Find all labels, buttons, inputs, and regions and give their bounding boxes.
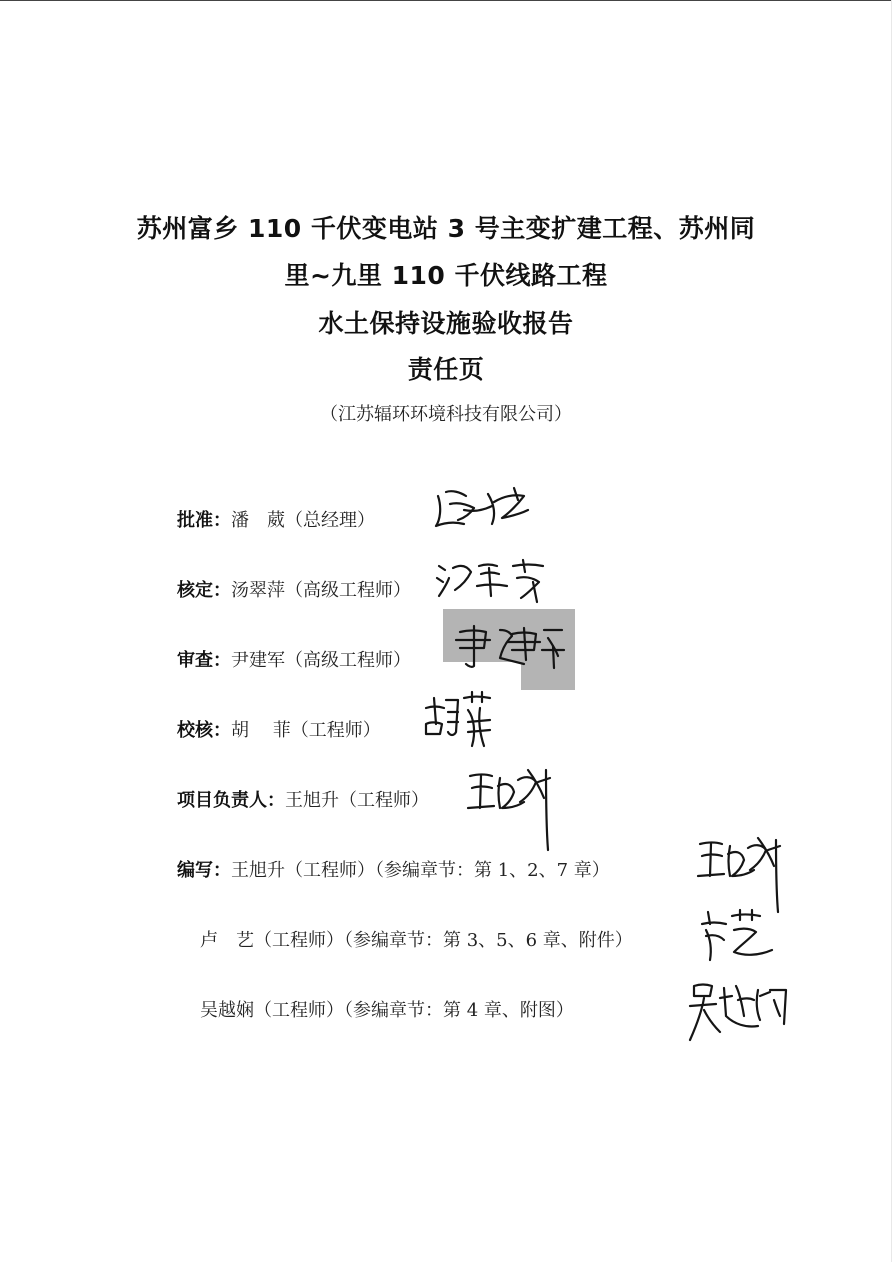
approval-label: 批准： [177, 510, 231, 531]
author-1-person: 王旭升（工程师）（参编章节：第 1、2、7 章） [231, 860, 610, 881]
project-lead-person: 王旭升（工程师） [285, 790, 429, 811]
author-row-3 [200, 996, 574, 1022]
author-row-1 [177, 856, 610, 882]
check-row [177, 716, 381, 742]
verification-signature [433, 556, 553, 606]
author-row-2 [200, 926, 633, 952]
approval-signature [430, 482, 540, 532]
verification-label: 核定： [177, 580, 231, 601]
author-3-signature [686, 976, 792, 1046]
project-lead-signature [462, 764, 562, 856]
approval-row [177, 506, 375, 532]
author-label: 编写： [177, 860, 231, 881]
review-row [177, 646, 411, 672]
author-2-signature [698, 906, 778, 966]
check-signature [420, 688, 500, 752]
company-name: （江苏辐环环境科技有限公司） [320, 404, 572, 425]
check-person: 胡 菲（工程师） [231, 720, 381, 741]
page-top-border [0, 0, 892, 1]
author-3-person: 吴越娴（工程师）（参编章节：第 4 章、附图） [200, 1000, 574, 1021]
project-lead-label: 项目负责人： [177, 790, 285, 811]
page-title: 责任页 [407, 355, 485, 384]
report-title-line-3: 水土保持设施验收报告 [318, 309, 574, 338]
check-label: 校核： [177, 720, 231, 741]
review-signature [452, 620, 568, 670]
verification-row [177, 576, 411, 602]
approval-person: 潘 葳（总经理） [231, 510, 375, 531]
project-lead-row [177, 786, 429, 812]
review-label: 审查： [177, 650, 231, 671]
author-2-person: 卢 艺（工程师）（参编章节：第 3、5、6 章、附件） [200, 930, 633, 951]
verification-person: 汤翠萍（高级工程师） [231, 580, 411, 601]
review-person: 尹建军（高级工程师） [231, 650, 411, 671]
report-title-line-2: 里~九里 110 千伏线路工程 [284, 261, 608, 290]
report-title-line-1: 苏州富乡 110 千伏变电站 3 号主变扩建工程、苏州同 [136, 214, 756, 243]
